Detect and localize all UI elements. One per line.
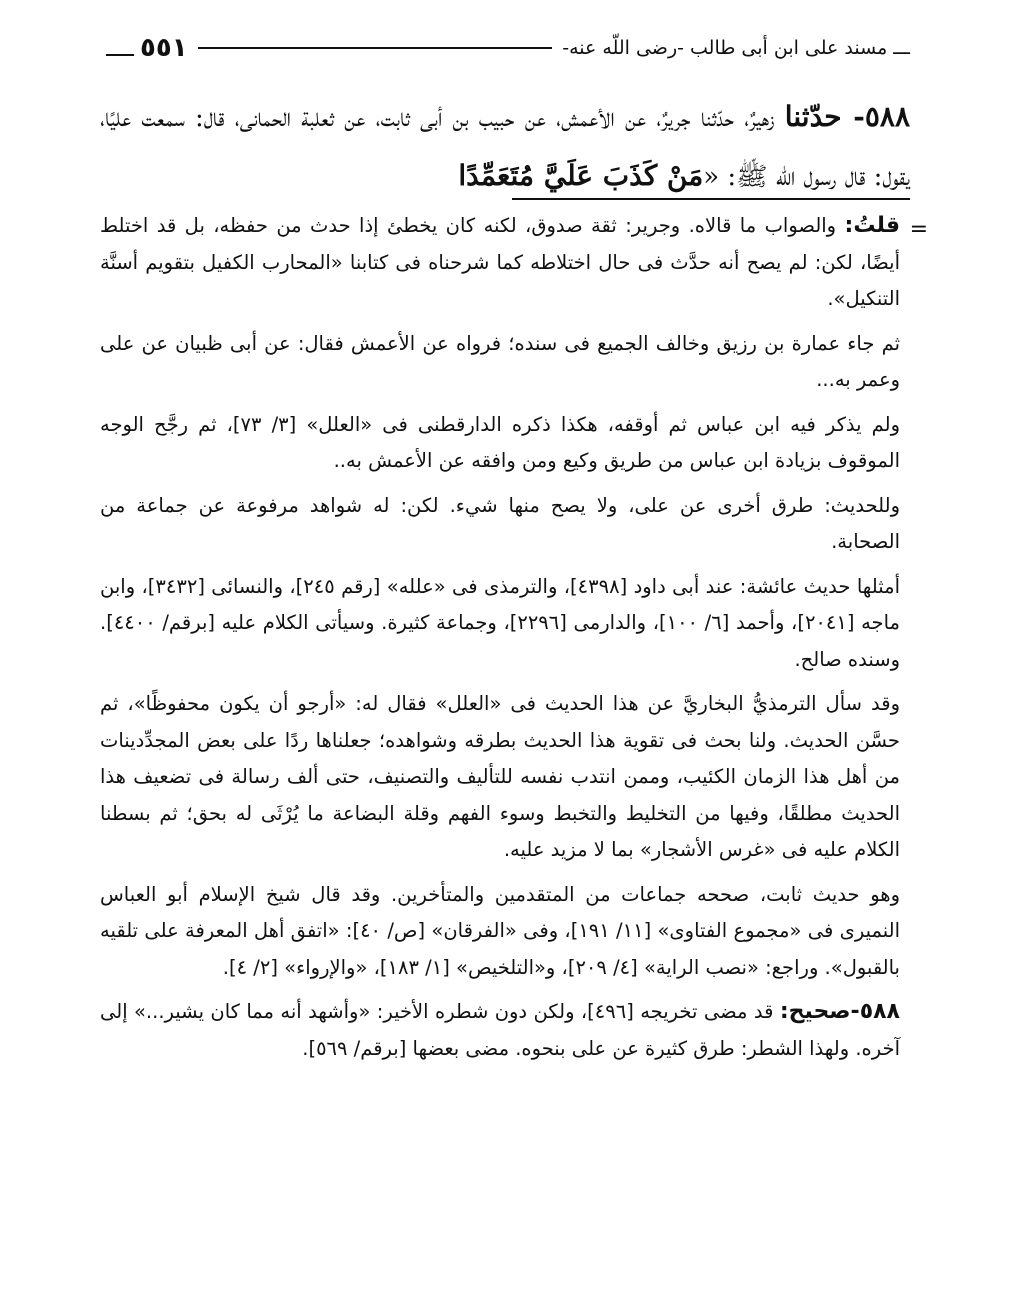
- footnote-separator: [512, 198, 910, 200]
- note-paragraph: [100, 488, 900, 561]
- header-rule: [198, 47, 553, 49]
- note-paragraph: [100, 686, 900, 869]
- hadith-text: [100, 88, 910, 206]
- note-text: أمثلها حديث عائشة: عند أبى داود [٤٣٩٨]، والترمذى فى «علله» [رقم ٢٤٥]، والنسائى [٣٤٣٢]، وابن ماجه [٢٠٤١]، وأحمد [٦/ ١٠٠]، والدارمى [٢٢٩٦]، وجماعة كثيرة. وسيأتى الكلام عليه [برقم/ ٤٤٠٠]. وسنده صالح.: [100, 574, 900, 671]
- note-lead: قلتُ:: [844, 213, 900, 238]
- note-text: وقد سأل الترمذيُّ البخاريَّ عن هذا الحديث فى «العلل» فقال له: «أرجو أن يكون محفوظًا»، ثم حسَّن الحديث. ولنا بحث فى تقوية هذا الحديث بطرقه وشواهده؛ جعلناها ردًا على بعض المجدِّدينات من أهل هذا الزمان الكئيب، وممن انتدب نفسه للتأليف والتصنيف، حتى ألف رسالة فى تضعيف هذا الحديث مطلقًا، وفيها من التخليط والتخبط وسوء الفهم وقلة البضاعة ما يُرْثَى له بحق؛ ثم بسطنا الكلام عليه فى «غرس الأشجار» بما لا مزيد عليه.: [100, 692, 900, 861]
- note-text: وللحديث: طرق أخرى عن على، ولا يصح منها شيء. لكن: له شواهد مرفوعة عن جماعة من الصحابة.: [100, 493, 900, 553]
- page-number: [100, 33, 188, 63]
- footnotes: [100, 208, 928, 1075]
- note-paragraph: [100, 569, 900, 679]
- takhrij-paragraph: [100, 994, 900, 1067]
- note-paragraph: [100, 208, 928, 318]
- note-paragraph: [100, 407, 900, 480]
- running-title: ـــ مسند على ابن أبى طالب -رضى اللّه عنه-: [562, 37, 910, 59]
- note-text: والصواب ما قالاه. وجرير: ثقة صدوق، لكنه كان يخطئ إذا حدث من حفظه، بل قد اختلط أيضًا، لكن: لم يصح أنه حدَّث فى حال اختلاطه كما شرحناه فى كتابنا «المحارب الكفيل بتقويم أسنَّة التنكيل».: [100, 214, 900, 310]
- hadith-body: زهيرٌ، حدّثنا جريرٌ، عن الأعمش، عن حبيب بن أبى ثابت، عن ثعلبة الحمانى، قال: سمعت عليًا، يقول: قال رسول اللّه ﷺ: «: [100, 103, 910, 192]
- takhrij-text: قد مضى تخريجه [٤٩٦]، ولكن دون شطره الأخير: «وأشهد أنه مما كان يشير...» إلى آخره. ولهذا الشطر: طرق كثيرة عن على بنحوه. مضى بعضها [برقم/ ٥٦٩].: [100, 1000, 900, 1060]
- note-paragraph: [100, 877, 900, 987]
- continuation-marker: =: [909, 217, 928, 242]
- page-number-dash: [106, 54, 134, 56]
- note-text: ثم جاء عمارة بن رزيق وخالف الجميع فى سنده؛ فرواه عن الأعمش فقال: عن أبى ظبيان عن على وعمر به...: [100, 331, 900, 391]
- page-header: [100, 28, 910, 68]
- page-number-value: ٥٥١: [140, 33, 188, 63]
- note-text: وهو حديث ثابت، صححه جماعات من المتقدمين والمتأخرين. وقد قال شيخ الإسلام أبو العباس النميرى فى «مجموع الفتاوى» [١١/ ١٩١]، وفى «الفرقان» [ص/ ٤٠]: «اتفق أهل المعرفة على تلقيه بالقبول». وراجع: «نصب الراية» [٤/ ٢٠٩]، و«التلخيص» [١/ ١٨٣]، «والإرواء» [٢/ ٤].: [100, 882, 900, 979]
- hadith-quote: مَنْ كَذَبَ عَلَيَّ مُتَعَمِّدًا: [458, 159, 704, 192]
- note-paragraph: [100, 326, 900, 399]
- note-text: ولم يذكر فيه ابن عباس ثم أوقفه، هكذا ذكره الدارقطنى فى «العلل» [٣/ ٧٣]، ثم رجَّح الوجه الموقوف بزيادة ابن عباس من طريق وكيع ومن وافقه عن الأعمش به..: [100, 412, 900, 472]
- takhrij-lead: ٥٨٨-صحيح:: [779, 999, 900, 1024]
- hadith-number-title: ٥٨٨- حدّثنا: [784, 100, 910, 133]
